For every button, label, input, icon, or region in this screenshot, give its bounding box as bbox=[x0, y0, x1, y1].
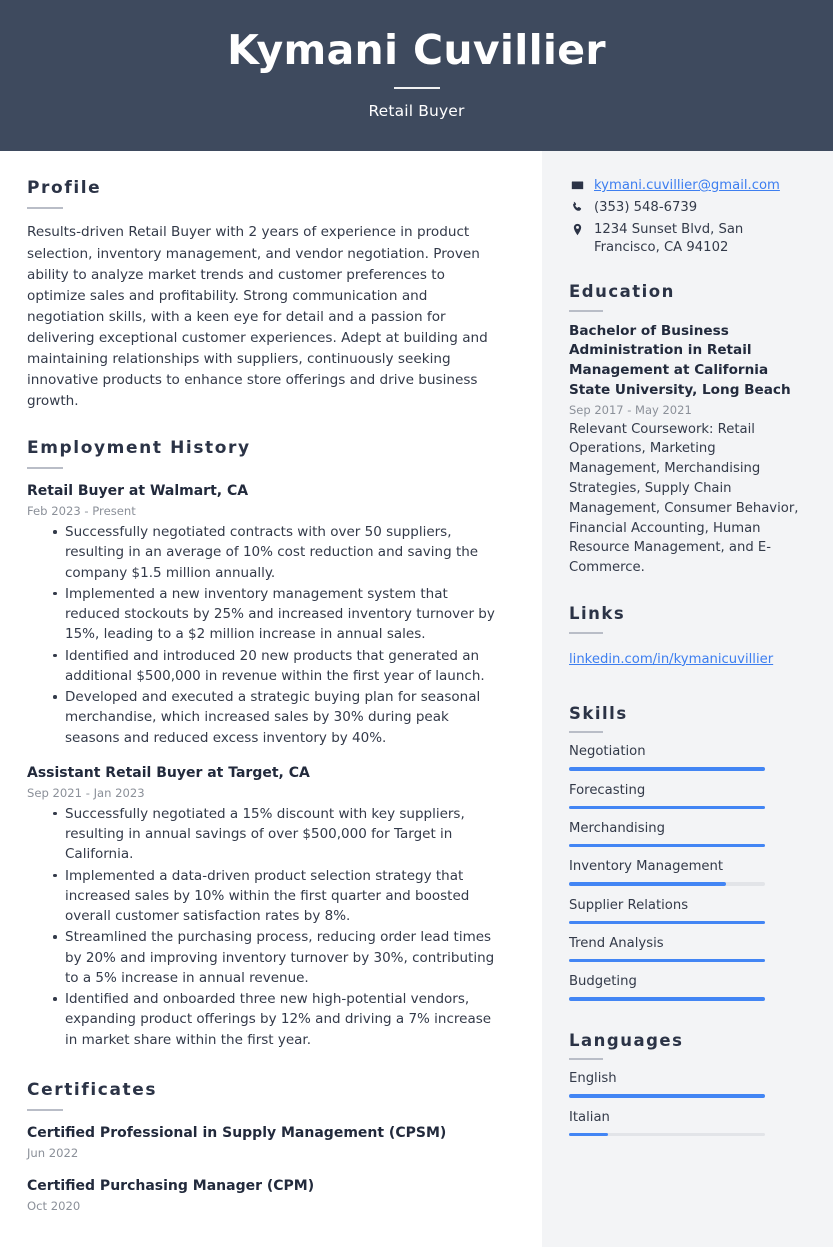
section-skills bbox=[569, 704, 805, 1001]
language-item bbox=[569, 1070, 805, 1097]
skill-bar-fill bbox=[569, 767, 765, 771]
job-bullet: Implemented a new inventory management system that reduced stockouts by 25% and increased inventory turnover by 15%, leading to a $2 million increase in annual sales. bbox=[53, 584, 506, 645]
heading-rule bbox=[569, 310, 603, 312]
skill-label: Forecasting bbox=[569, 782, 646, 798]
job-bullet: Implemented a data-driven product selection strategy that increased sales by 10% within the first quarter and boosted overall customer satisfaction rates by 8%. bbox=[53, 866, 506, 927]
skill-label: Trend Analysis bbox=[569, 936, 664, 952]
employment-entry bbox=[27, 482, 506, 748]
map-pin-icon bbox=[569, 221, 586, 236]
header-job-title: Retail Buyer bbox=[368, 101, 465, 120]
section-languages bbox=[569, 1031, 805, 1136]
section-heading-employment: Employment History bbox=[27, 438, 251, 458]
skill-label: Merchandising bbox=[569, 821, 665, 837]
skill-item bbox=[569, 973, 805, 1000]
envelope-icon bbox=[569, 177, 586, 192]
language-label: Italian bbox=[569, 1109, 610, 1125]
contact-email[interactable]: kymani.cuvillier@gmail.com bbox=[594, 178, 780, 194]
job-date: Sep 2021 - Jan 2023 bbox=[27, 785, 145, 800]
section-links bbox=[569, 604, 805, 678]
language-item bbox=[569, 1109, 805, 1136]
job-title: Retail Buyer at Walmart, CA bbox=[27, 483, 249, 500]
skill-item bbox=[569, 858, 805, 885]
section-heading-languages: Languages bbox=[569, 1030, 684, 1050]
education-description: Relevant Coursework: Retail Operations, Marketing Management, Merchandising Strategies, Supply Chain Management, Consumer Behavior, Financial Accounting, Human Resource Management, and E-Commerce. bbox=[569, 421, 799, 576]
skill-item bbox=[569, 743, 805, 770]
language-bar-track bbox=[569, 1133, 765, 1137]
section-heading-certificates: Certificates bbox=[27, 1079, 158, 1100]
header-divider bbox=[394, 87, 440, 89]
skill-bar-fill bbox=[569, 844, 765, 848]
job-bullet: Streamlined the purchasing process, reducing order lead times by 20% and improving inventory turnover by 30%, contributing to a 5% increase in annual revenue. bbox=[53, 927, 506, 988]
heading-rule bbox=[27, 467, 63, 469]
language-bar-track bbox=[569, 1094, 765, 1098]
skill-bar-fill bbox=[569, 921, 765, 925]
job-bullet: Identified and onboarded three new high-potential vendors, expanding product offerings by 12% and driving a 7% increase in market share within the first year. bbox=[53, 989, 506, 1050]
skill-bar-track bbox=[569, 997, 765, 1001]
skill-label: Negotiation bbox=[569, 744, 646, 760]
skill-bar-fill bbox=[569, 806, 765, 810]
section-profile bbox=[27, 178, 506, 412]
skill-bar-fill bbox=[569, 997, 765, 1001]
section-heading-education: Education bbox=[569, 281, 675, 301]
language-bar-fill bbox=[569, 1133, 608, 1137]
skill-bar-fill bbox=[569, 959, 765, 963]
heading-rule bbox=[27, 207, 63, 209]
skill-bar-track bbox=[569, 767, 765, 771]
heading-rule bbox=[569, 632, 603, 634]
certificate-entry bbox=[27, 1177, 506, 1214]
skill-item bbox=[569, 897, 805, 924]
skill-bar-track bbox=[569, 806, 765, 810]
contact-address: 1234 Sunset Blvd, San Francisco, CA 94102 bbox=[594, 221, 744, 256]
phone-icon bbox=[569, 199, 586, 214]
section-education bbox=[569, 282, 805, 578]
section-heading-profile: Profile bbox=[27, 178, 102, 199]
skill-bar-track bbox=[569, 921, 765, 925]
resume-header bbox=[0, 0, 833, 151]
contact-list bbox=[569, 177, 805, 258]
profile-text: Results-driven Retail Buyer with 2 years of experience in product selection, inventory management, and vendor negotiation. Proven ability to analyze market trends and customer preferences to optimize sales and profitability. Strong communication and negotiation skills, with a keen eye for detail and a passion for delivering exceptional customer experiences. Adept at building and maintaining relationships with suppliers, continuously seeking innovative products to enhance store offerings and drive business growth. bbox=[27, 224, 488, 409]
skill-item bbox=[569, 935, 805, 962]
job-bullet: Successfully negotiated a 15% discount with key suppliers, resulting in annual savings of over $500,000 for Target in California. bbox=[53, 804, 506, 865]
section-heading-links: Links bbox=[569, 604, 626, 624]
employment-entry bbox=[27, 764, 506, 1050]
sidebar-column bbox=[542, 151, 833, 1247]
skill-bar-track bbox=[569, 882, 765, 886]
skill-bar-track bbox=[569, 844, 765, 848]
skill-bar-track bbox=[569, 959, 765, 963]
skill-label: Supplier Relations bbox=[569, 897, 689, 913]
page-title: Kymani Cuvillier bbox=[227, 26, 606, 74]
contact-row-phone bbox=[569, 199, 805, 218]
contact-row-address bbox=[569, 221, 805, 258]
section-certificates bbox=[27, 1080, 506, 1214]
job-bullet: Developed and executed a strategic buying plan for seasonal merchandise, which increased sales by 30% during peak seasons and reduced excess inventory by 40%. bbox=[53, 687, 506, 748]
certificate-title: Certified Purchasing Manager (CPM) bbox=[27, 1177, 315, 1194]
certificate-date: Jun 2022 bbox=[27, 1145, 79, 1160]
education-degree: Bachelor of Business Administration in Retail Management at California State University, Long Beach bbox=[569, 322, 791, 398]
job-bullet: Successfully negotiated contracts with over 50 suppliers, resulting in an average of 10% cost reduction and saving the company $1.5 million annually. bbox=[53, 522, 506, 583]
skill-item bbox=[569, 782, 805, 809]
language-label: English bbox=[569, 1071, 617, 1087]
contact-row-email bbox=[569, 177, 805, 196]
section-employment-history bbox=[27, 438, 506, 1050]
certificate-date: Oct 2020 bbox=[27, 1198, 81, 1213]
link-linkedin[interactable]: linkedin.com/in/kymanicuvillier bbox=[569, 651, 774, 667]
job-date: Feb 2023 - Present bbox=[27, 503, 136, 518]
contact-phone: (353) 548-6739 bbox=[594, 199, 698, 215]
links-list bbox=[569, 644, 805, 678]
job-bullet: Identified and introduced 20 new products that generated an additional $500,000 in revenue within the first year of launch. bbox=[53, 646, 506, 687]
job-bullet-list bbox=[27, 522, 506, 748]
education-date: Sep 2017 - May 2021 bbox=[569, 402, 692, 417]
language-bar-fill bbox=[569, 1094, 765, 1098]
skill-bar-fill bbox=[569, 882, 726, 886]
resume-body bbox=[0, 151, 833, 1247]
skill-label: Budgeting bbox=[569, 974, 637, 990]
certificate-title: Certified Professional in Supply Management (CPSM) bbox=[27, 1125, 447, 1142]
section-heading-skills: Skills bbox=[569, 703, 628, 723]
job-title: Assistant Retail Buyer at Target, CA bbox=[27, 764, 310, 781]
main-column bbox=[0, 151, 542, 1247]
heading-rule bbox=[569, 1058, 603, 1060]
heading-rule bbox=[569, 731, 603, 733]
job-bullet-list bbox=[27, 804, 506, 1050]
skill-item bbox=[569, 820, 805, 847]
certificate-entry bbox=[27, 1124, 506, 1161]
skill-label: Inventory Management bbox=[569, 859, 724, 875]
heading-rule bbox=[27, 1109, 63, 1111]
